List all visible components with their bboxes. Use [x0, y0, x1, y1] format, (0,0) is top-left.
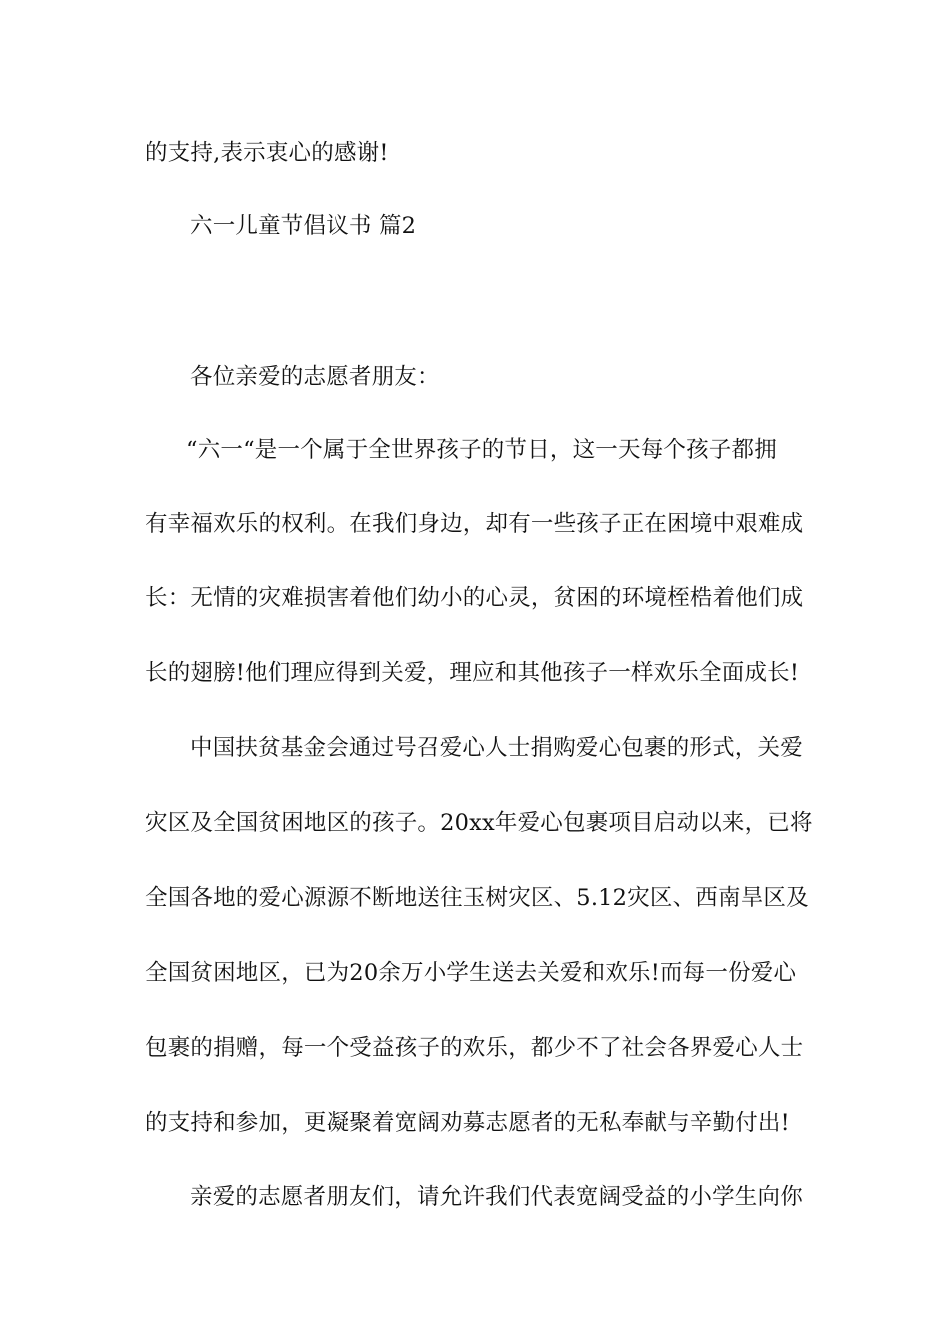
paragraph-3-line-1: 亲爱的志愿者朋友们，请允许我们代表宽阔受益的小学生向你 [190, 1184, 803, 1210]
paragraph-2-line-2: 灾区及全国贫困地区的孩子。20xx年爱心包裹项目启动以来，已将 [145, 810, 813, 836]
paragraph-2-line-4: 全国贫困地区，已为20余万小学生送去关爱和欢乐!而每一份爱心 [145, 960, 797, 986]
paragraph-2-line-5: 包裹的捐赠，每一个受益孩子的欢乐，都少不了社会各界爱心人士 [145, 1035, 804, 1061]
paragraph-1-line-2: 有幸福欢乐的权利。在我们身边，却有一些孩子正在困境中艰难成 [145, 511, 804, 537]
section-title: 六一儿童节倡议书 篇2 [190, 213, 417, 239]
paragraph-1-line-1: “六一“是一个属于全世界孩子的节日，这一天每个孩子都拥 [186, 437, 777, 463]
paragraph-1-line-3: 长：无情的灾难损害着他们幼小的心灵，贫困的环境桎梏着他们成 [145, 585, 804, 611]
paragraph-1-line-4: 长的翅膀!他们理应得到关爱，理应和其他孩子一样欢乐全面成长! [145, 660, 800, 686]
paragraph-2-line-6: 的支持和参加，更凝聚着宽阔劝募志愿者的无私奉献与辛勤付出! [145, 1110, 790, 1136]
continuation-line: 的支持,表示衷心的感谢! [145, 140, 389, 166]
salutation: 各位亲爱的志愿者朋友： [190, 364, 440, 390]
paragraph-2-line-3: 全国各地的爱心源源不断地送往玉树灾区、5.12灾区、西南旱区及 [145, 885, 809, 911]
paragraph-2-line-1: 中国扶贫基金会通过号召爱心人士捐购爱心包裹的形式，关爱 [190, 735, 803, 761]
